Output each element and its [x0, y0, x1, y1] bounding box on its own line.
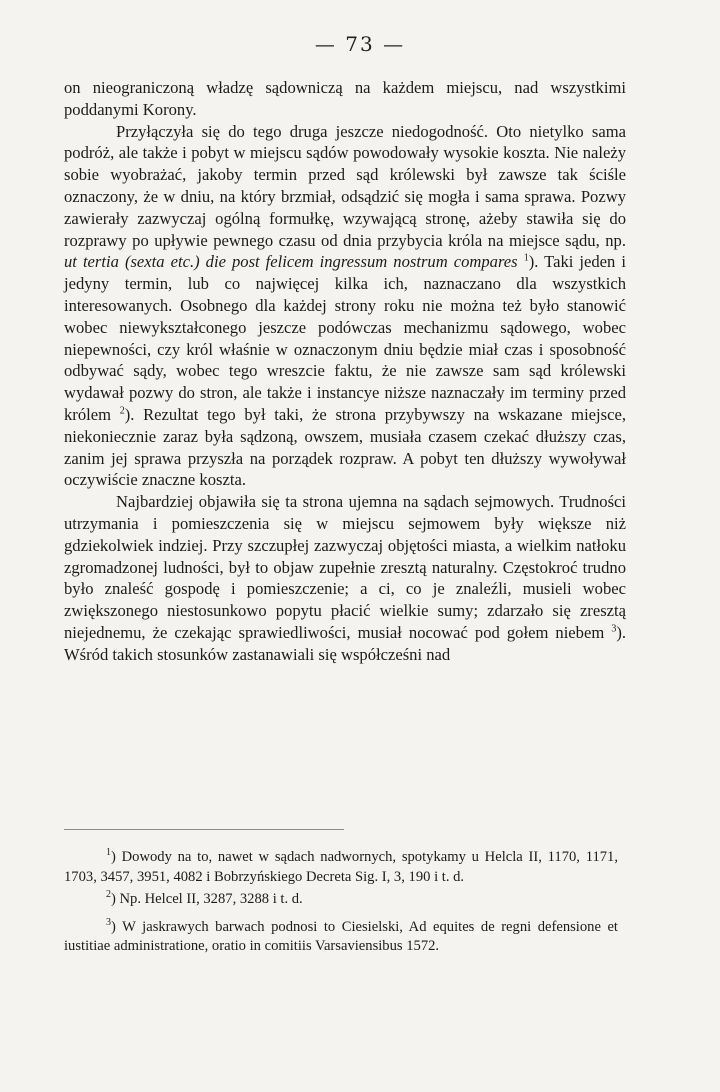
footnote-3 [64, 918, 618, 957]
footnote-marker: 2 [106, 889, 111, 901]
footnote-ref-1[interactable]: 1 [523, 252, 529, 264]
paragraph-2-text-a: Przyłączyła się do tego druga jeszcze niedogodność. Oto nietylko sama podróż, ale także i pobyt w miejscu sądów powodowały wysokie koszta. Nie należy sobie wyobrażać, jakoby termin przed sąd królewski był zawsze tak ściśle oznaczony, że w dniu, na który brzmiał, odsądzić się mogła i sama sprawa. Pozwy zawierały zazwyczaj ogólną formułkę, wzywającą stronę, ażeby stawiła się do rozprawy po upływie pewnego czasu od dnia przybycia króla na miejsce sądu, np. [64, 121, 626, 250]
paragraph-3 [64, 491, 626, 665]
paragraph-2-text-b: ). Taki jeden i jedyny termin, lub co najwięcej kilka ich, naznaczano dla wszystkich interesowanych. Osobnego dla każdej strony roku nie można też było stanowić wobec niewykształconego jeszcze podówczas mechanizmu sądowego, wobec niepewności, czy król właśnie w oznaczonym dniu będzie miał czas i sposobność odbywać sądy, wobec tego wreszcie faktu, że nie zawsze sam sąd królewski wydawał pozwy do stron, ale także i instancye niższe naznaczały im terminy przed królem [64, 252, 626, 424]
page-number: — 73 — [314, 32, 406, 56]
paragraph-3-text-a: Najbardziej objawiła się ta strona ujemna na sądach sejmowych. Trudności utrzymania i pomieszczenia się w miejscu sejmowem były większe niż gdziekolwiek indziej. Przy szczupłej zazwyczaj objętości miasta, a wielkim natłoku zgromadzonej ludności, był to objaw zupełnie zresztą naturalny. Częstokroć trudno było znaleść gospodę i pomieszczenie; a ci, co je znaleźli, musieli wobec zwiększonego niestosunkowo popytu płacić wielkie sumy; zdarzało się zresztą niejednemu, że czekając sprawiedliwości, musiał nocować pod gołem niebem [64, 492, 626, 642]
footnote-ref-3[interactable]: 3 [611, 623, 617, 635]
footnotes [64, 848, 618, 960]
footnote-2 [64, 890, 618, 910]
footnote-text: ) Np. Helcel II, 3287, 3288 i t. d. [111, 891, 303, 907]
paragraph-2-text-c: ). Rezultat tego był taki, że strona przybywszy na wskazane miejsce, niekoniecznie zaraz była sądzoną, owszem, musiała czasem czekać dłuższy czas, zanim jej sprawa przyszła na porządek rozpraw. A pobyt ten dłuższy wywoływał oczywiście znaczne koszta. [64, 404, 626, 490]
latin-formula: ut tertia (sexta etc.) die post felicem ingressum nostrum compares [64, 252, 518, 272]
paragraph-2 [64, 121, 626, 492]
footnote-marker: 3 [106, 916, 111, 928]
paragraph-1: on nieograniczoną władzę sądowniczą na każdem miejscu, nad wszystkimi poddanymi Korony. [64, 78, 626, 119]
footnote-text: ) Dowody na to, nawet w sądach nadwornych, spotykamy u Helcla II, 1170, 1171, 1703, 3457, 3951, 4082 i Bobrzyńskiego Decreta Sig. I, 3, 190 i t. d. [64, 849, 618, 885]
footnote-divider [64, 829, 344, 830]
footnote-text: ) W jaskrawych barwach podnosi to Ciesielski, Ad equites de regni defensione et iustitiae administratione, oratio in comitiis Varsaviensibus 1572. [64, 918, 618, 954]
footnote-marker: 1 [106, 847, 111, 859]
footnote-1 [64, 848, 618, 887]
paragraph-3-text-b: ). Wśród takich stosunków zastanawiali się współcześni nad [64, 622, 626, 664]
body-text [64, 77, 626, 666]
footnote-ref-2[interactable]: 2 [119, 405, 125, 417]
